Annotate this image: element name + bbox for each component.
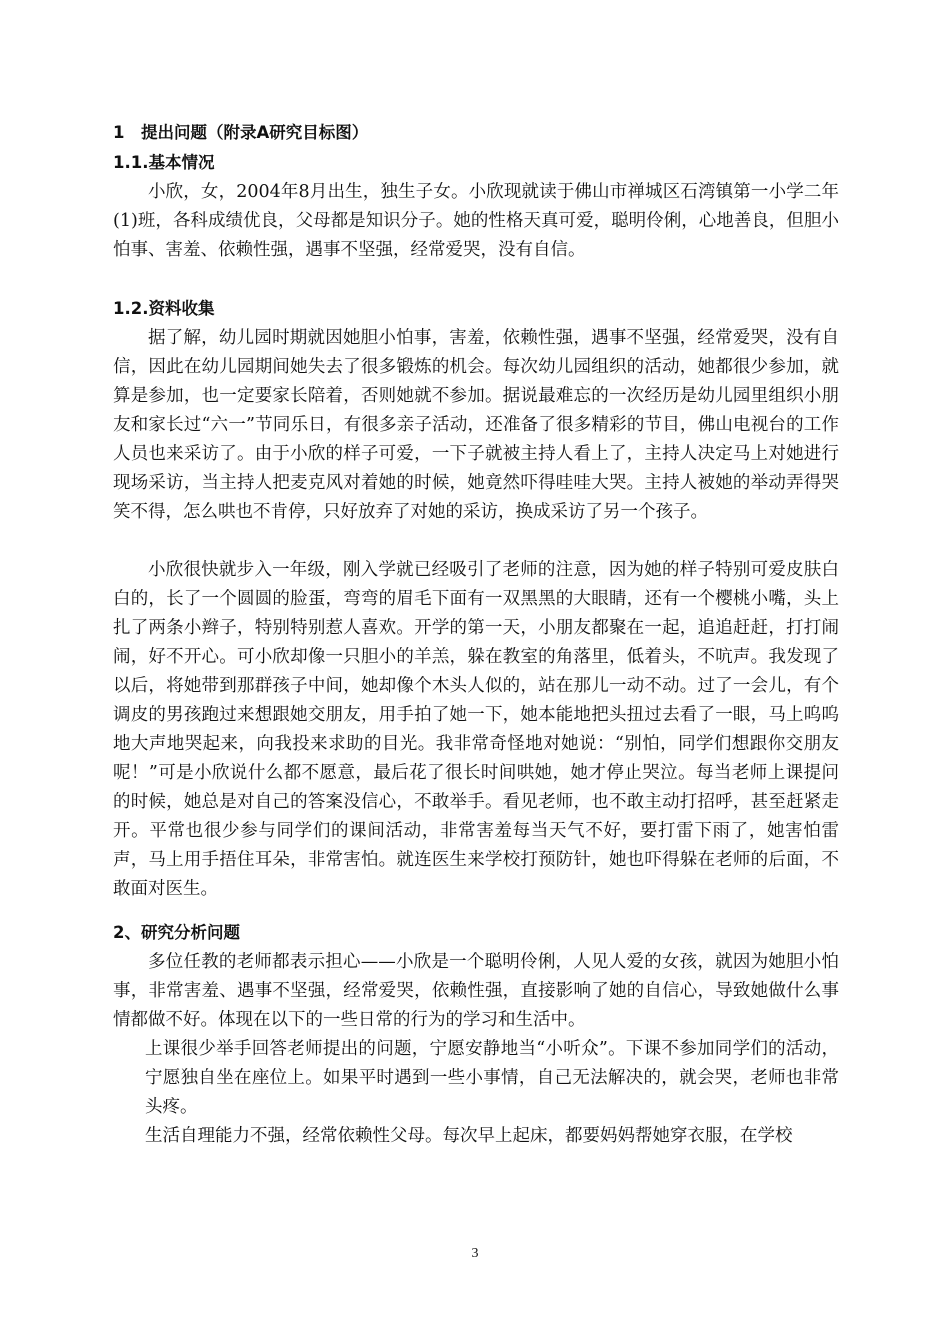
list-item xyxy=(113,1122,839,1151)
page-body xyxy=(113,118,839,1151)
list-item-text: 上课很少举手回答老师提出的问题，宁愿安静地当“小听众”。下课不参加同学们的活动，宁愿独自坐在座位上。如果平时遇到一些小事情，自己无法解决的，就会哭，老师也非常头疼。 xyxy=(145,1039,839,1117)
section-1-1-heading: 1.1.基本情况 xyxy=(113,153,215,172)
data-collection-paragraph-1: 据了解，幼儿园时期就因她胆小怕事，害羞，依赖性强，遇事不坚强，经常爱哭，没有自信，因此在幼儿园期间她失去了很多锻炼的机会。每次幼儿园组织的活动，她都很少参加，就算是参加，也一定要家长陪着，否则她就不参加。据说最难忘的一次经历是幼儿园里组织小朋友和家长过“六一”节同乐日，有很多亲子活动，还准备了很多精彩的节目，佛山电视台的工作人员也来采访了。由于小欣的样子可爱，一下子就被主持人看上了，主持人决定马上对她进行现场采访，当主持人把麦克风对着她的时候，她竟然吓得哇哇大哭。主持人被她的举动弄得哭笑不得，怎么哄也不肯停，只好放弃了对她的采访，换成采访了另一个孩子。 xyxy=(113,328,839,522)
list-item xyxy=(113,1035,839,1122)
list-item-text: 生活自理能力不强，经常依赖性父母。每次早上起床，都要妈妈帮她穿衣服，在学校 xyxy=(145,1126,793,1146)
data-collection-paragraph-2: 小欣很快就步入一年级，刚入学就已经吸引了老师的注意，因为她的样子特别可爱皮肤白白的，长了一个圆圆的脸蛋，弯弯的眉毛下面有一双黑黑的大眼睛，还有一个樱桃小嘴，头上扎了两条小辫子，特别特别惹人喜欢。开学的第一天，小朋友都聚在一起，追追赶赶，打打闹闹，好不开心。可小欣却像一只胆小的羊羔，躲在教室的角落里，低着头，不吭声。我发现了以后，将她带到那群孩子中间，她却像个木头人似的，站在那儿一动不动。过了一会儿，有个调皮的男孩跑过来想跟她交朋友，用手拍了她一下，她本能地把头扭过去看了一眼，马上呜呜地大声地哭起来，向我投来求助的目光。我非常奇怪地对她说：“别怕，同学们想跟你交朋友呢！”可是小欣说什么都不愿意，最后花了很长时间哄她，她才停止哭泣。每当老师上课提问的时候，她总是对自己的答案没信心，不敢举手。看见老师，也不敢主动打招呼，甚至赶紧走开。平常也很少参与同学们的课间活动，非常害羞每当天气不好，要打雷下雨了，她害怕雷声，马上用手捂住耳朵，非常害怕。就连医生来学校打预防针，她也吓得躲在老师的后面，不敢面对医生。 xyxy=(113,560,839,899)
section-1-2-heading: 1.2.资料收集 xyxy=(113,299,215,318)
page-number: 3 xyxy=(471,1246,479,1261)
spacer xyxy=(113,904,839,918)
spacer xyxy=(113,527,839,556)
section-2-heading: 2、研究分析问题 xyxy=(113,923,240,942)
analysis-paragraph: 多位任教的老师都表示担心——小欣是一个聪明伶俐，人见人爱的女孩，就因为她胆小怕事，非常害羞、遇事不坚强，经常爱哭，依赖性强，直接影响了她的自信心，导致她做什么事情都做不好。体现在以下的一些日常的行为的学习和生活中。 xyxy=(113,952,839,1030)
section-1-heading: 1 提出问题（附录A研究目标图） xyxy=(113,123,369,142)
basic-info-paragraph: 小欣，女，2004年8月出生，独生子女。小欣现就读于佛山市禅城区石湾镇第一小学二年(1)班，各科成绩优良，父母都是知识分子。她的性格天真可爱，聪明伶俐，心地善良，但胆小怕事、害羞、依赖性强，遇事不坚强，经常爱哭，没有自信。 xyxy=(113,182,839,260)
spacer xyxy=(113,265,839,294)
